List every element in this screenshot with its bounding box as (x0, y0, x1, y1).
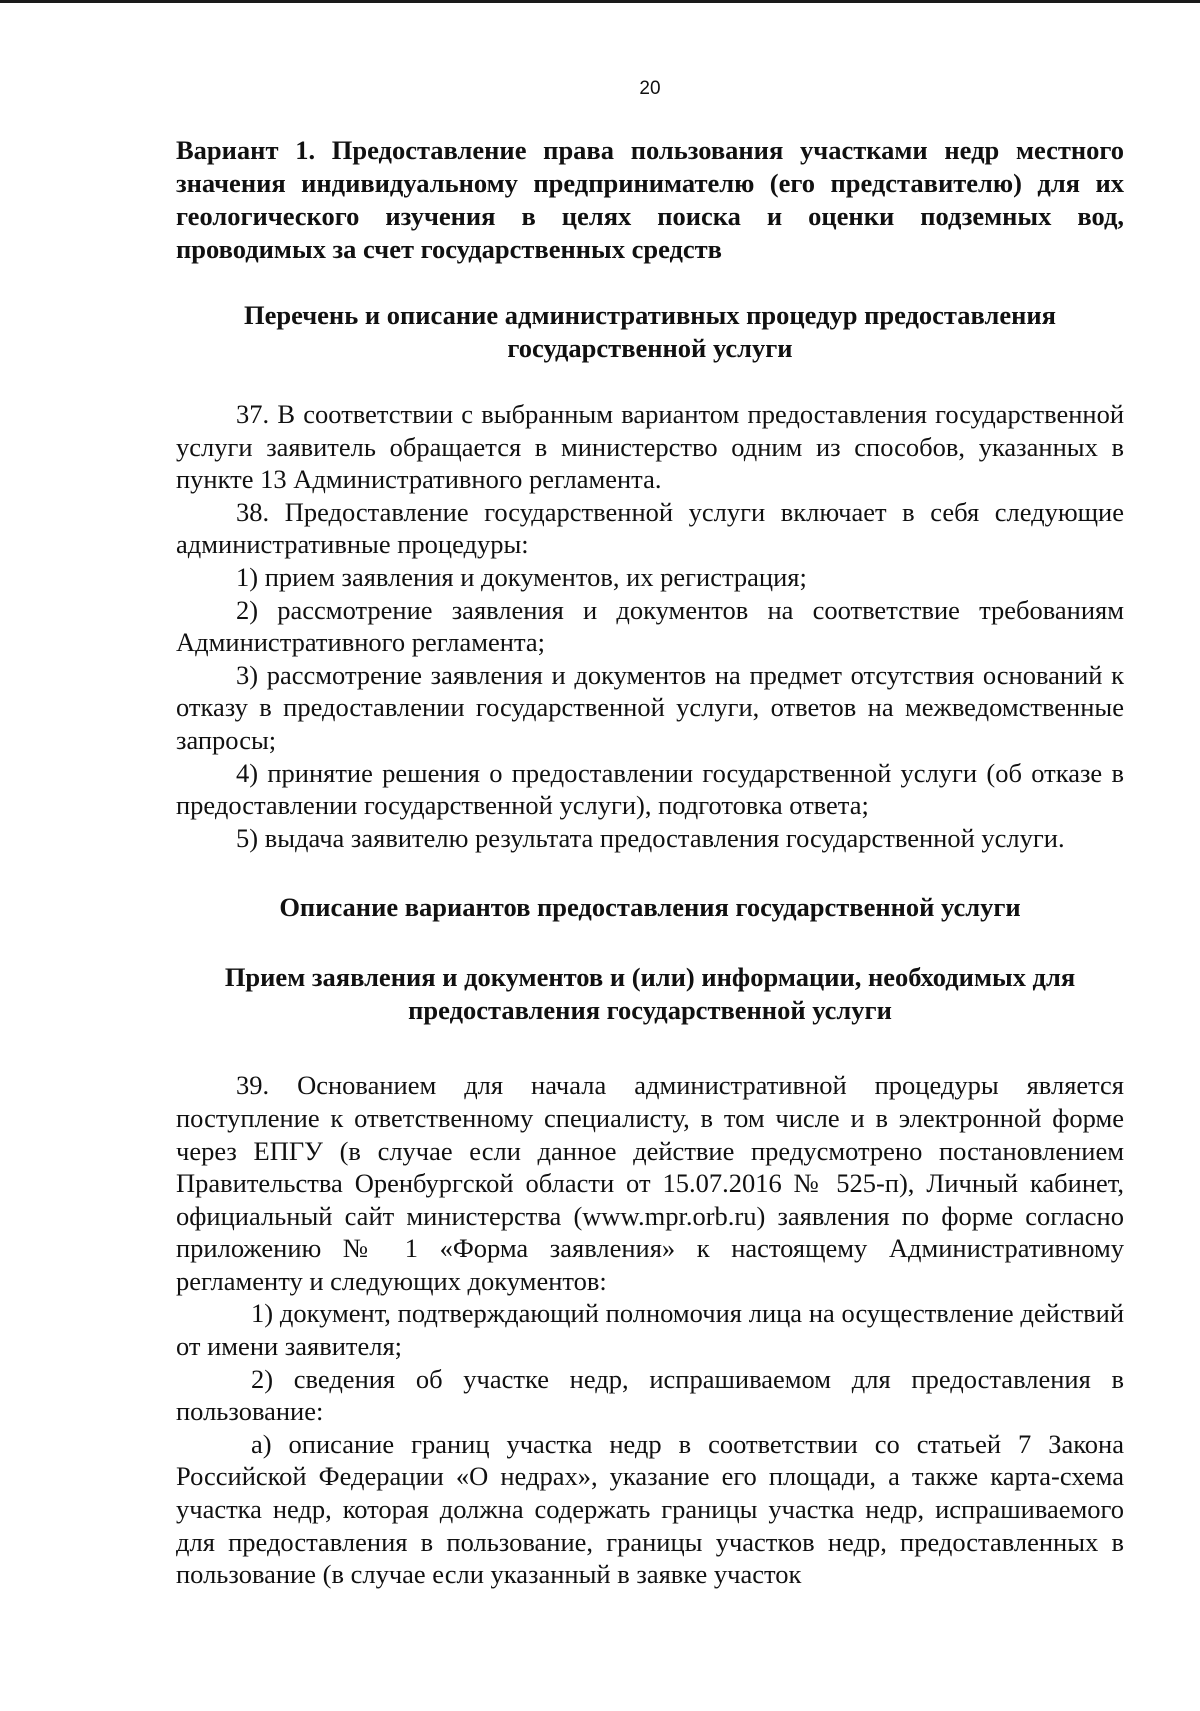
procedure-item-2: 2) рассмотрение заявления и документов на соответствие требованиям Административного регламента; (176, 594, 1124, 658)
page-number: 20 (639, 78, 661, 99)
variant-heading: Вариант 1. Предоставление права пользования участками недр местного значения индивидуальному предпринимателю (его представителю) для их геологического изучения в целях поиска и оценки подземных вод, проводимых за счет государственных средств (176, 135, 1124, 264)
paragraph-39: 39. Основанием для начала административной процедуры является поступление к ответственному специалисту, в том числе и в электронной форме через ЕПГУ (в случае если данное действие предусмотрено постановлением Правительства Оренбургской области от 15.07.2016 № 525-п), Личный кабинет, официальный сайт министерства (www.mpr.orb.ru) заявления по форме согласно приложению № 1 «Форма заявления» к настоящему Административному регламенту и следующих документов: (176, 1070, 1124, 1296)
procedure-item-5: 5) выдача заявителю результата предоставления государственной услуги. (236, 822, 1065, 853)
variants-heading: Описание вариантов предоставления государственной услуги (279, 892, 1021, 923)
document-page (176, 70, 1124, 1591)
paragraph-38: 38. Предоставление государственной услуги включает в себя следующие административные процедуры: (176, 496, 1124, 560)
procedure-item-4: 4) принятие решения о предоставлении государственной услуги (об отказе в предоставлении государственной услуги), подготовка ответа; (176, 757, 1124, 821)
document-item-1: 1) документ, подтверждающий полномочия лица на осуществление действий от имени заявителя; (176, 1298, 1124, 1362)
document-item-2: 2) сведения об участке недр, испрашиваемом для предоставления в пользование: (176, 1363, 1124, 1427)
procedure-item-3: 3) рассмотрение заявления и документов на предмет отсутствия оснований к отказу в предоставлении государственной услуги, ответов на межведомственные запросы; (176, 659, 1124, 755)
document-item-2a: а) описание границ участка недр в соответствии со статьей 7 Закона Российской Федерации «О недрах», указание его площади, а также карта-схема участка недр, которая должна содержать границы участка недр, испрашиваемого для предоставления в пользование, границы участков недр, предоставленных в пользование (в случае если указанный в заявке участок (176, 1428, 1124, 1590)
procedures-section (176, 398, 1124, 854)
paragraph-37: 37. В соответствии с выбранным вариантом предоставления государственной услуги заявитель обращается в министерство одним из способов, указанных в пункте 13 Административного регламента. (176, 399, 1124, 495)
procedure-item-1: 1) прием заявления и документов, их регистрация; (236, 561, 807, 592)
intake-section (176, 1069, 1124, 1591)
procedures-heading: Перечень и описание административных процедур предоставления государственной услуги (244, 300, 1056, 363)
intake-heading: Прием заявления и документов и (или) информации, необходимых для предоставления государственной услуги (224, 962, 1076, 1026)
scan-top-edge (0, 0, 1200, 3)
